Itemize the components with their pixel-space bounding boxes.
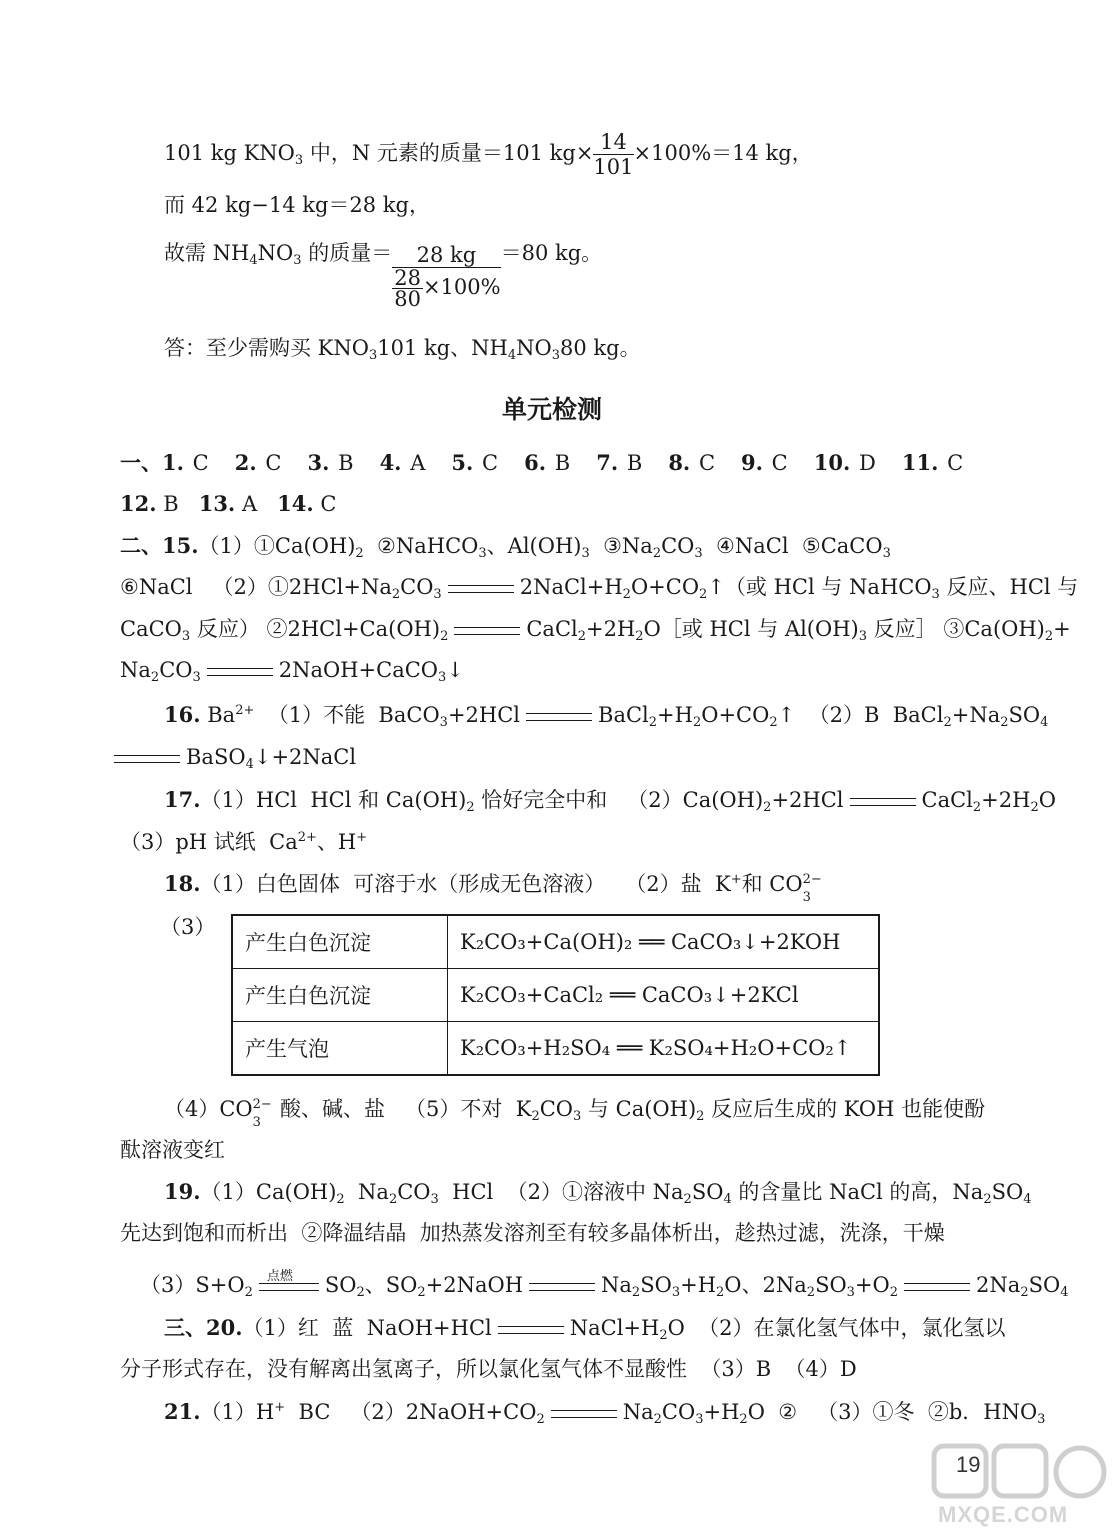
q19-line-3: $(3)S+O_2$ 点燃 $SO_2$、$SO_2+2NaOH$ $Na_2SO_3+H_2O$、$2Na_2SO_3+O_2$ $2Na_2SO_4$ bbox=[140, 1268, 1069, 1300]
q19-line-2: 先达到饱和而析出 ②降温结晶 加热蒸发溶剂至有较多晶体析出，趁热过滤，洗涤，干燥 bbox=[120, 1221, 945, 1245]
calc-line-2: 而 42 kg−14 kg＝28 kg， bbox=[164, 193, 430, 217]
phenomenon-cell: 产生白色沉淀 bbox=[232, 915, 448, 969]
table-row bbox=[232, 969, 879, 1022]
calc-line-1: 101 kg $KNO_3$ 中，N 元素的质量＝101 kg× $\frac{14}{101}$ ×100%＝14 kg， bbox=[164, 130, 813, 179]
phenomenon-cell: 产生白色沉淀 bbox=[232, 969, 448, 1022]
q15-line-1: 二、$15.(1)①Ca(OH)_2$ ②NaHCO$_3$、$Al(OH)_3$ $③Na_2CO_3$ ④NaCl ⑤CaCO$_3$ bbox=[120, 533, 891, 561]
q15-line-4: $Na_2CO_3$ 2NaOH+CaCO$_3$↓ bbox=[120, 658, 464, 685]
q18-part3-label: （3） bbox=[160, 915, 216, 939]
q15-line-3: CaCO$_3$ 反应） $②2HCl+Ca(OH)_2$ $CaCl_2+2H_2O[$或 HCl 与 $Al(OH)_3$ 反应］ $③Ca(OH)_2+$ bbox=[120, 617, 1071, 644]
watermark-logo bbox=[930, 1440, 1110, 1530]
q17-line-2: （3）pH 试纸 $Ca^{2+}$、H+ bbox=[120, 830, 368, 854]
equation-cell: K₂CO₃+H₂SO₄ ══ K₂SO₄+H₂O+CO₂↑ bbox=[448, 1022, 880, 1076]
mc-row-2: 12. B 13. A 14. C bbox=[120, 491, 337, 516]
calc-line-3: 故需 $NH_4NO_3$ 的质量＝ 28 kg $\frac{28}{80}$ ×100% ＝80 kg。 bbox=[164, 241, 603, 311]
fraction-14-101: $\frac{14}{101}$ bbox=[593, 130, 634, 179]
equation-cell: K₂CO₃+Ca(OH)₂ ══ CaCO₃↓+2KOH bbox=[448, 915, 880, 969]
watermark-text: MXQE.COM bbox=[938, 1502, 1069, 1527]
q18-line-4: （4）CO 2− 3 酸、碱、盐 （5）不对 $K_2CO_3$ 与 $Ca(OH)_2$ 反应后生成的 KOH 也能使酚 bbox=[164, 1097, 986, 1130]
ignite-condition: 点燃 bbox=[259, 1283, 319, 1291]
q18-line-5: 酞溶液变红 bbox=[120, 1138, 225, 1162]
q16-line-2: BaSO$_4$↓+2NaCl bbox=[114, 742, 356, 772]
q21-line-1: 21.（1）H+ BC $(2)2NaOH+CO_2$ $Na_2CO_3+H_2O$ ② （3）①冬 ②b．$HNO_3$ bbox=[164, 1399, 1046, 1427]
table-row bbox=[232, 915, 879, 969]
q20-line-1: 三、20.（1）红 蓝 NaOH+HCl $NaCl+H_2O$ （2）在氯化氢气体中，氯化氢以 bbox=[164, 1315, 1006, 1343]
q18-result-table bbox=[231, 914, 880, 1076]
q18-line-1: 18.（1）白色固体 可溶于水（形成无色溶液） （2）盐 K+和 CO 2− 3 bbox=[164, 871, 822, 905]
section-title: 单元检测 bbox=[502, 395, 603, 424]
q19-line-1: $19.(1)Ca(OH)_2$ $Na_2CO_3$ HCl （2）①溶液中 $Na_2SO_4$ 的含量比 NaCl 的高，$Na_2SO_4$ bbox=[164, 1179, 1032, 1207]
table-row bbox=[232, 1022, 879, 1076]
mc-row-1: 一、1. C 2. C 3. B 4. A 5. C 6. B 7. B 8. C 9. C 10. D 11. C bbox=[120, 450, 964, 475]
q20-line-2: 分子形式存在，没有解离出氢离子，所以氯化氢气体不显酸性 （3）B （4）D bbox=[120, 1357, 857, 1381]
calc-answer: 答：至少需购买 $KNO_3101$ kg、$NH_4NO_380$ kg。 bbox=[164, 336, 641, 363]
page-number: 19 bbox=[956, 1452, 981, 1477]
fraction-nh4no3-mass: 28 kg $\frac{28}{80}$ ×100% bbox=[394, 243, 501, 311]
phenomenon-cell: 产生气泡 bbox=[232, 1022, 448, 1076]
q15-line-2: ⑥NaCl $(2)①2HCl+Na_2CO_3$ $2NaCl+H_2O+CO_2↑$（或 HCl 与 NaHCO$_3$ 反应、HCl 与 bbox=[120, 575, 1079, 602]
q17-line-1: 17.（1）HCl HCl 和 $Ca(OH)_2$ 恰好完全中和 $(2)Ca(OH)_2+2HCl$ $CaCl_2+2H_2O$ bbox=[164, 787, 1056, 815]
watermark-icon bbox=[930, 1440, 1110, 1500]
equation-cell: K₂CO₃+CaCl₂ ══ CaCO₃↓+2KCl bbox=[448, 969, 880, 1022]
q16-line-1: 16. $Ba^{2+}$ （1）不能 BaCO$_3$+2HCl $BaCl_2+H_2O+CO_2↑$ （2）B $BaCl_2+Na_2SO_4$ bbox=[164, 702, 1049, 730]
